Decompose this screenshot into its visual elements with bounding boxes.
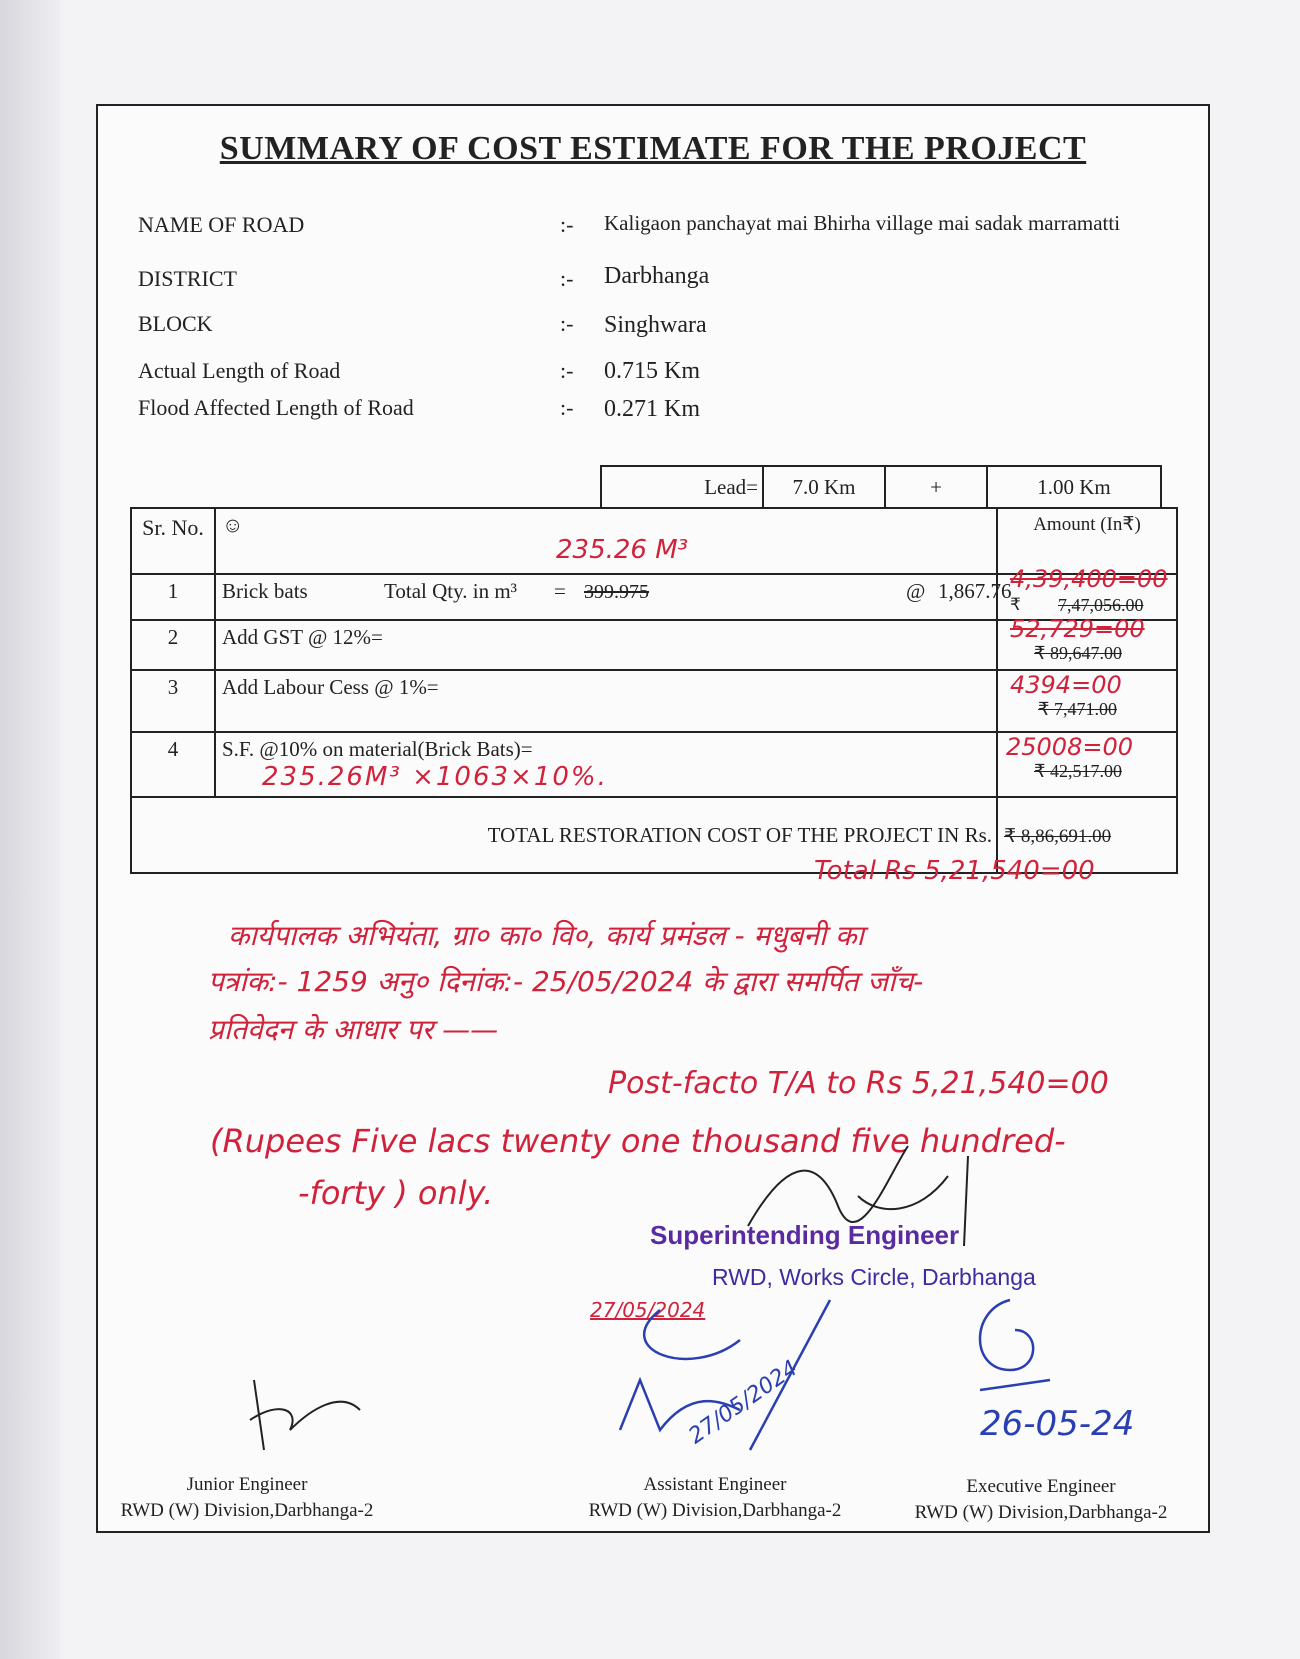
- executive-engineer-date: 26-05-24: [980, 1404, 1135, 1444]
- lead-km2: 1.00 Km: [987, 466, 1161, 508]
- district-value: Darbhanga: [604, 263, 710, 289]
- assistant-engineer-office: RWD (W) Division,Darbhanga-2: [588, 1500, 842, 1521]
- header-sr: Sr. No.: [131, 508, 215, 574]
- header-desc: ☺: [215, 508, 997, 574]
- row4-amount-struck: ₹ 42,517.00: [1034, 761, 1122, 781]
- row1-eq: =: [554, 579, 566, 603]
- flood-length-sep: :-: [560, 395, 574, 420]
- row4-item: S.F. @10% on material(Brick Bats)=: [222, 737, 533, 761]
- row4-amount-handwritten: 25008=00: [1006, 733, 1133, 761]
- row1-rate: 1,867.76: [938, 579, 1012, 603]
- total-label: TOTAL RESTORATION COST OF THE PROJECT IN Rs.: [131, 797, 997, 873]
- row4-desc: [215, 732, 997, 797]
- lead-km1: 7.0 Km: [763, 466, 885, 508]
- flood-length-value: 0.271 Km: [604, 396, 700, 422]
- note-line-3: प्रतिवेदन के आधार पर ——: [208, 1013, 499, 1046]
- row4-sr: 4: [131, 732, 215, 797]
- row1-qty-struck: 399.975: [584, 581, 649, 603]
- actual-length-sep: :-: [560, 358, 574, 383]
- row1-qty-label: Total Qty. in m³: [384, 579, 517, 603]
- stamp-date-handwritten: 27/05/2024: [590, 1298, 706, 1322]
- note-line-2: पत्रांक:- 1259 अनु० दिनांक:- 25/05/2024 के द्वारा समर्पित जाँच-: [208, 965, 924, 998]
- total-handwritten: Total Rs 5,21,540=00: [814, 856, 1095, 886]
- row1-amount-handwritten: 4,39,400=00: [1010, 565, 1168, 593]
- road-name-label: NAME OF ROAD: [138, 212, 305, 237]
- row2-desc: Add GST @ 12%=: [215, 620, 997, 670]
- stamp-office: RWD, Works Circle, Darbhanga: [712, 1264, 1036, 1290]
- flood-length-label: Flood Affected Length of Road: [138, 395, 414, 420]
- stamp-title: Superintending Engineer: [650, 1220, 960, 1250]
- row1-currency: ₹: [1010, 595, 1021, 614]
- table-row: [131, 670, 1177, 732]
- table-row: [131, 620, 1177, 670]
- row1-qty-handwritten: 235.26 M³: [556, 535, 689, 565]
- row3-desc: Add Labour Cess @ 1%=: [215, 670, 997, 732]
- actual-length-label: Actual Length of Road: [138, 358, 341, 383]
- executive-engineer-title: Executive Engineer: [966, 1476, 1116, 1497]
- row1-desc: [215, 535, 1012, 620]
- lead-plus: +: [885, 466, 987, 508]
- header-amount: Amount (In₹): [997, 508, 1177, 574]
- page-binding-shadow: [0, 0, 60, 1659]
- executive-engineer-signature: [960, 1290, 1060, 1400]
- row4-amount: [997, 732, 1177, 797]
- total-amount-struck: ₹ 8,86,691.00: [1004, 825, 1112, 847]
- document-title: SUMMARY OF COST ESTIMATE FOR THE PROJECT: [219, 130, 1087, 167]
- row1-item: Brick bats: [222, 579, 308, 603]
- assistant-engineer-date: 27/05/2024: [684, 1355, 803, 1450]
- assistant-engineer-title: Assistant Engineer: [643, 1474, 787, 1495]
- row3-sr: 3: [131, 670, 215, 732]
- row1-amount: [997, 565, 1177, 620]
- table-row: [131, 732, 1177, 797]
- note-line-5: (Rupees Five lacs twenty one thousand five hundred-: [210, 1122, 1066, 1160]
- road-name-sep: :-: [560, 212, 574, 237]
- block-sep: :-: [560, 311, 574, 336]
- row1-at: @: [906, 579, 926, 603]
- district-sep: :-: [560, 266, 574, 291]
- row3-amount-struck: ₹ 7,471.00: [1038, 699, 1117, 719]
- note-line-4: Post-facto T/A to Rs 5,21,540=00: [608, 1066, 1109, 1101]
- row2-sr: 2: [131, 620, 215, 670]
- block-value: Singhwara: [604, 312, 707, 338]
- actual-length-value: 0.715 Km: [604, 358, 700, 384]
- district-label: DISTRICT: [138, 266, 237, 291]
- block-label: BLOCK: [138, 311, 213, 336]
- row1-amount-struck: 7,47,056.00: [1058, 595, 1144, 615]
- junior-engineer-title: Junior Engineer: [186, 1474, 308, 1495]
- lead-table: [600, 465, 1162, 509]
- row3-amount-handwritten: 4394=00: [1010, 671, 1122, 699]
- cost-table: [130, 507, 1178, 874]
- note-line-1: कार्यपालक अभियंता, ग्रा० का० वि०, कार्य प्रमंडल - मधुबनी का: [228, 919, 864, 952]
- row3-amount: [997, 670, 1177, 732]
- row2-amount-struck: ₹ 89,647.00: [1034, 643, 1122, 663]
- row2-amount: [997, 615, 1177, 670]
- row2-amount-handwritten: 52,729=00: [1010, 615, 1145, 643]
- row1-sr: 1: [131, 574, 215, 620]
- lead-label: Lead=: [601, 466, 763, 508]
- assistant-engineer-signature: [600, 1290, 850, 1460]
- junior-engineer-signature: [240, 1370, 380, 1460]
- table-row: [131, 574, 1177, 620]
- row4-desc-handwritten: 235.26M³ ×1063×10%.: [262, 762, 608, 792]
- road-name-value: Kaligaon panchayat mai Bhirha village mai sadak marramatti: [604, 211, 1121, 235]
- junior-engineer-office: RWD (W) Division,Darbhanga-2: [120, 1500, 374, 1521]
- note-line-6: -forty ) only.: [298, 1174, 494, 1212]
- executive-engineer-office: RWD (W) Division,Darbhanga-2: [914, 1502, 1168, 1523]
